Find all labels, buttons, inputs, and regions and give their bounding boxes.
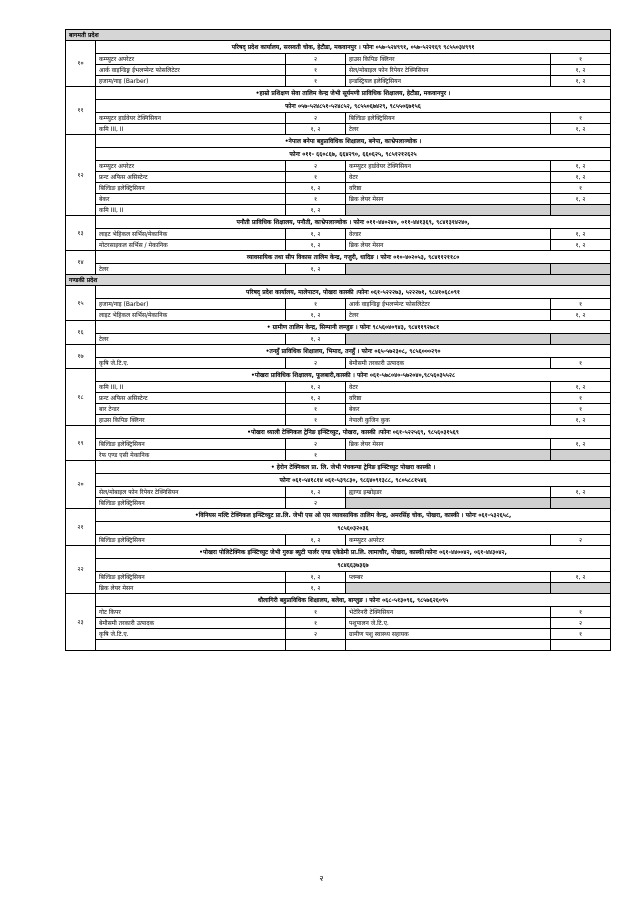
- course-level: १: [551, 358, 611, 369]
- course-level: १: [286, 450, 346, 461]
- course-row: [66, 205, 611, 216]
- course-level: १: [286, 607, 346, 618]
- entry-number: १२: [66, 135, 96, 216]
- course-name: कम्प्युटर हार्डवेयर टेक्निसियन: [346, 161, 551, 172]
- institute-header-row: [66, 474, 611, 487]
- training-centers-table: [65, 29, 611, 651]
- course-level: २: [286, 161, 346, 172]
- course-level: [551, 205, 611, 216]
- course-name: बिल्डिङ इलेक्ट्रिसियन: [346, 113, 551, 124]
- institute-header-row: [66, 509, 611, 522]
- institute-heading: • हेरोन टेक्निकल प्रा. लि. जेभी पंचकन्या ट्रेनिङ इन्स्टिच्युट पोखरा कास्की ।: [96, 461, 611, 474]
- course-level: १, २: [551, 439, 611, 450]
- course-level: १: [286, 404, 346, 415]
- course-level: १, २: [551, 382, 611, 393]
- course-row: [66, 572, 611, 583]
- province-heading: गण्डकी प्रदेश: [66, 275, 611, 286]
- institute-heading: •नेपाल बनेपा बहुप्राविधिक शिक्षालय, बनेपा, काभ्रेपलाञ्चोक ।: [96, 135, 611, 148]
- institute-header-row: [66, 461, 611, 474]
- course-row: [66, 194, 611, 205]
- course-level: १, २: [551, 310, 611, 321]
- course-level: २: [286, 358, 346, 369]
- province-row: [66, 275, 611, 286]
- course-level: १, २: [286, 393, 346, 404]
- institute-heading: •तनहुँ प्राविधिक शिक्षालय, भिमाद, तनहुँ । फोनः ०६५-५७२३०८, ९८५६०००२९०: [96, 345, 611, 358]
- course-name: बार टेन्डर: [96, 404, 286, 415]
- course-name: टेलर: [96, 334, 286, 345]
- course-level: १: [286, 194, 346, 205]
- course-level: १: [286, 618, 346, 629]
- course-name: [346, 334, 551, 345]
- institute-heading: •पोखरा पोलिटेक्निक इन्स्टिच्युट जेभी गुरुङ ब्युटी पार्लर एण्ड एकेडेमी प्रा.लि. लामाचौर, पोखरा, कास्की।फोनः ०६१-४४००४२, ०६१-४४३०४२,: [96, 546, 611, 559]
- course-level: १, २: [551, 572, 611, 583]
- course-name: मोटरसाइकल सर्भिस / मेकानिक: [96, 240, 286, 251]
- course-row: [66, 358, 611, 369]
- course-row: [66, 450, 611, 461]
- course-name: वेटर: [346, 382, 551, 393]
- course-name: पशुपालन जे.टि.ए.: [346, 618, 551, 629]
- course-name: टेलर: [96, 264, 286, 275]
- institute-heading: व्यावसायिक तथा सीप विकास तालिम केन्द्र, गजुरी, धादिङ । फोनः ०१०-४०२०५३, ९८४११२११८०: [96, 251, 611, 264]
- course-name: हजाम/नाइ (Barber): [96, 299, 286, 310]
- course-level: [551, 334, 611, 345]
- entry-number: १०: [66, 41, 96, 87]
- course-row: [66, 65, 611, 76]
- institute-header-row: [66, 135, 611, 148]
- course-level: १: [551, 393, 611, 404]
- institute-heading: •हाम्रो प्रशिक्षण सेवा तालिम केन्द्र जेभी सूर्यमणी प्राविधिक शिक्षालय, हेटौडा, मकवानपुर ।: [96, 87, 611, 100]
- course-name: इन्डस्ट्रियल इलेक्ट्रिसियन: [346, 76, 551, 87]
- course-row: [66, 618, 611, 629]
- course-row: [66, 54, 611, 65]
- course-row: [66, 299, 611, 310]
- entry-number: २३: [66, 594, 96, 651]
- course-name: वेटर: [346, 172, 551, 183]
- institute-heading: •पोखरा ध्याली टेक्निकल ट्रेनिङ इन्स्टिच्युट, पोखरा, कास्की ।फोनः ०६१-५२२५६९, ९८५६०३१५६९: [96, 426, 611, 439]
- course-row: [66, 183, 611, 194]
- course-name: [346, 498, 551, 509]
- course-level: २: [286, 439, 346, 450]
- institute-heading: फोनः ०११- ६६०८६७, ६६४२९०, ६६०६२५, ९८५१२१२६२५: [96, 148, 611, 161]
- course-level: १, २: [286, 535, 346, 546]
- entry-number: १३: [66, 216, 96, 251]
- course-name: टेलर: [346, 310, 551, 321]
- entry-number: २१: [66, 509, 96, 546]
- course-level: २: [551, 618, 611, 629]
- course-level: १: [551, 404, 611, 415]
- course-name: [346, 583, 551, 594]
- course-level: १: [551, 54, 611, 65]
- course-name: [346, 205, 551, 216]
- course-name: [96, 640, 286, 651]
- course-level: १, २: [551, 65, 611, 76]
- course-row: [66, 498, 611, 509]
- course-name: प्लम्बर: [346, 572, 551, 583]
- course-name: ब्रिक लेयर मेसन: [346, 240, 551, 251]
- institute-header-row: [66, 148, 611, 161]
- course-row: [66, 229, 611, 240]
- institute-header-row: [66, 321, 611, 334]
- province-row: [66, 30, 611, 41]
- institute-header-row: [66, 594, 611, 607]
- course-row: [66, 382, 611, 393]
- institute-heading: फोनः ०६१-५४१८१४ ०६१-५३९८३०, ९८६४०९१३८८, ९८०५८८१५४६: [96, 474, 611, 487]
- course-name: ग्रामीण पशु स्वास्थ्य सहायक: [346, 629, 551, 640]
- course-level: १: [551, 607, 611, 618]
- institute-header-row: [66, 216, 611, 229]
- institute-header-row: [66, 87, 611, 100]
- course-name: हाउस किपिङ क्लिनर: [96, 415, 286, 426]
- course-row: [66, 264, 611, 275]
- course-level: १, २: [286, 310, 346, 321]
- course-level: [551, 264, 611, 275]
- course-row: [66, 393, 611, 404]
- course-name: भेटेरिनरी टेक्निसियन: [346, 607, 551, 618]
- course-level: [551, 498, 611, 509]
- course-name: नेपाली कुजिन कुक: [346, 415, 551, 426]
- institute-header-row: [66, 426, 611, 439]
- institute-header-row: [66, 345, 611, 358]
- course-level: १, २: [286, 124, 346, 135]
- course-level: १, २: [286, 334, 346, 345]
- institute-heading: • ग्रामीण तालिम केन्द्र, सिम्पानी लम्जुङ । फोनः ९८५६०४०९४३, ९८४११९२७८१: [96, 321, 611, 334]
- course-row: [66, 124, 611, 135]
- institute-heading: पनौती प्राविधिक शिक्षालय, पनौती, काभ्रेपलाञ्चोक । फोनः ०११-४४०२४०, ०११-४४१३६९, ९८४१३१४२४०,: [96, 216, 611, 229]
- entry-number: १७: [66, 345, 96, 369]
- institute-heading: ९८५६०३२०३६: [96, 522, 611, 535]
- course-name: लाइट भेहिकल सर्भिस/मेकानिक: [96, 229, 286, 240]
- institute-heading: फोनः ०५७-५२४८५१-५२४८५२, ९८५५०६७४२९, ९८५५०६७१५६: [96, 100, 611, 113]
- entry-number: १४: [66, 251, 96, 275]
- course-level: १: [551, 183, 611, 194]
- entry-number: १६: [66, 321, 96, 345]
- course-level: १, २: [551, 124, 611, 135]
- course-level: [551, 583, 611, 594]
- province-heading: बागमती प्रदेश: [66, 30, 611, 41]
- course-row: [66, 240, 611, 251]
- course-name: टेलर: [346, 124, 551, 135]
- course-name: कम्प्युटर अपरेटर: [346, 535, 551, 546]
- course-level: १, २: [286, 583, 346, 594]
- institute-header-row: [66, 41, 611, 54]
- entry-number: १८: [66, 369, 96, 426]
- entry-number: २०: [66, 461, 96, 509]
- course-level: [551, 450, 611, 461]
- course-name: [346, 450, 551, 461]
- entry-number: ११: [66, 87, 96, 135]
- institute-heading: ९८४६६३७३६७: [96, 559, 611, 572]
- course-level: २: [286, 54, 346, 65]
- course-level: १: [286, 65, 346, 76]
- course-level: १: [286, 76, 346, 87]
- course-level: १: [551, 113, 611, 124]
- course-level: १: [286, 415, 346, 426]
- course-row: [66, 172, 611, 183]
- course-level: १, २: [551, 415, 611, 426]
- course-level: १, २: [551, 161, 611, 172]
- course-name: कमि III, II: [96, 124, 286, 135]
- course-level: २: [286, 498, 346, 509]
- course-level: १, २: [551, 194, 611, 205]
- course-row: [66, 640, 611, 651]
- course-name: वेल्डर: [346, 229, 551, 240]
- course-name: कम्प्युटर अपरेटर: [96, 161, 286, 172]
- institute-header-row: [66, 369, 611, 382]
- course-row: [66, 535, 611, 546]
- course-name: हजाम/नाइ (Barber): [96, 76, 286, 87]
- course-level: २: [551, 535, 611, 546]
- course-name: रेफ एण्ड एसी मेकानिक: [96, 450, 286, 461]
- institute-header-row: [66, 546, 611, 559]
- course-row: [66, 310, 611, 321]
- course-name: फ्रन्ट अफिस असिस्टेन्ट: [96, 172, 286, 183]
- institute-heading: •विनियस मल्टि टेक्निकल इन्स्टिच्युट प्रा.लि. जेभी एस ओ एस व्यावसायिक तालिम केन्द्र, अमरसिंह चोक, पोखरा, कास्की । फोनः ०६१-५३२६५८,: [96, 509, 611, 522]
- course-name: बिल्डिङ इलेक्ट्रिसियन: [96, 439, 286, 450]
- course-name: कृषि जे.टि.ए.: [96, 358, 286, 369]
- course-name: बेमौसमी तरकारी उत्पादक: [96, 618, 286, 629]
- institute-header-row: [66, 522, 611, 535]
- course-name: ब्रिक लेयर मेसन: [346, 439, 551, 450]
- course-level: १: [286, 172, 346, 183]
- entry-number: १५: [66, 286, 96, 321]
- course-row: [66, 113, 611, 124]
- course-row: [66, 76, 611, 87]
- course-level: १, २: [286, 205, 346, 216]
- institute-header-row: [66, 559, 611, 572]
- course-level: १, २: [286, 487, 346, 498]
- course-level: १, २: [286, 183, 346, 194]
- course-level: १, २: [286, 382, 346, 393]
- institute-heading: परिषद् प्रदेश कार्यालय, मालेपाटन, पोखरा कास्की ।फोनः ०६१-५२२२७३, ५२२२७१, ९८४१०६८०९१: [96, 286, 611, 299]
- course-name: बिल्डिङ इलेक्ट्रिसियन: [96, 498, 286, 509]
- course-level: १: [551, 299, 611, 310]
- course-name: गोट किपर: [96, 607, 286, 618]
- course-level: १, २: [551, 487, 611, 498]
- course-level: [551, 640, 611, 651]
- course-level: १, २: [551, 240, 611, 251]
- course-level: १, २: [286, 264, 346, 275]
- entry-number: २२: [66, 546, 96, 594]
- course-level: १, २: [551, 172, 611, 183]
- page-number: २: [319, 874, 324, 883]
- institute-header-row: [66, 251, 611, 264]
- course-row: [66, 583, 611, 594]
- course-row: [66, 629, 611, 640]
- course-name: कम्प्युटर अपरेटर: [96, 54, 286, 65]
- course-level: १: [551, 629, 611, 640]
- course-name: लाइट भेहिकल सर्भिस/मेकानिक: [96, 310, 286, 321]
- course-name: बेकर: [346, 404, 551, 415]
- course-level: १, २: [286, 572, 346, 583]
- course-level: [286, 640, 346, 651]
- course-level: १, २: [286, 240, 346, 251]
- course-name: आर्क वाइन्डिङ्ग ईभलप्मेन्ट फोसलिटेटर: [346, 299, 551, 310]
- course-name: सेल/मोबाइल फोन रिपेयर टेक्निसियन: [346, 65, 551, 76]
- course-level: २: [286, 113, 346, 124]
- course-name: वरिष्ठा: [346, 393, 551, 404]
- course-row: [66, 404, 611, 415]
- course-name: ब्रिक लेयर मेसन: [96, 583, 286, 594]
- course-name: बिल्डिङ इलेक्ट्रिसियन: [96, 572, 286, 583]
- course-name: बिल्डिङ इलेक्ट्रिसियन: [96, 535, 286, 546]
- course-name: वरिष्ठा: [346, 183, 551, 194]
- course-level: १, २: [551, 76, 611, 87]
- course-row: [66, 439, 611, 450]
- institute-heading: •पोखरा प्राविधिक शिक्षालय, फूलबारी,कास्की । फोनः ०६१-५७८०४०-५७२०४०,९८५६०३५५२८: [96, 369, 611, 382]
- course-name: ह्याण्ड इम्ब्रोइडर: [346, 487, 551, 498]
- course-name: [346, 264, 551, 275]
- course-name: बेमौसमी तरकारी उत्पादक: [346, 358, 551, 369]
- course-name: हाउस किपिङ क्लिनर: [346, 54, 551, 65]
- institute-heading: परिषद् प्रदेश कार्यालय, सरस्वती चोक, हेटौडा, मकवानपुर । फोनः ०५७-५२४९९१, ०५७-५२२१६९ ९८५५०३४९९१: [96, 41, 611, 54]
- course-name: कमि III, II: [96, 205, 286, 216]
- course-name: बेकर: [96, 194, 286, 205]
- entry-number: १९: [66, 426, 96, 461]
- course-name: कृषि जे.टि.ए.: [96, 629, 286, 640]
- course-level: १: [286, 299, 346, 310]
- course-name: बिल्डिङ इलेक्ट्रिसियन: [96, 183, 286, 194]
- course-row: [66, 487, 611, 498]
- course-row: [66, 334, 611, 345]
- course-row: [66, 415, 611, 426]
- course-row: [66, 161, 611, 172]
- course-name: फ्रन्ट अफिस असिस्टेन्ट: [96, 393, 286, 404]
- course-level: १, २: [551, 229, 611, 240]
- course-name: कमि III, II: [96, 382, 286, 393]
- course-level: १, २: [286, 229, 346, 240]
- institute-header-row: [66, 100, 611, 113]
- course-name: [346, 640, 551, 651]
- course-name: सेल/मोबाइल फोन रिपेयर टेक्निसियन: [96, 487, 286, 498]
- course-name: कम्प्युटर हार्डवेयर टेक्निसियन: [96, 113, 286, 124]
- course-level: २: [286, 629, 346, 640]
- course-name: ब्रिक लेयर मेसन: [346, 194, 551, 205]
- course-row: [66, 607, 611, 618]
- institute-heading: धौलागिरी बहुप्राविधिक शिक्षालय, बलेवा, बाग्लुङ । फोनः ०६८-५१३०९६, ९८५७६२६०९५: [96, 594, 611, 607]
- course-name: आर्क वाइन्डिङ्ग ईभलप्मेन्ट फोसलिटेटर: [96, 65, 286, 76]
- institute-header-row: [66, 286, 611, 299]
